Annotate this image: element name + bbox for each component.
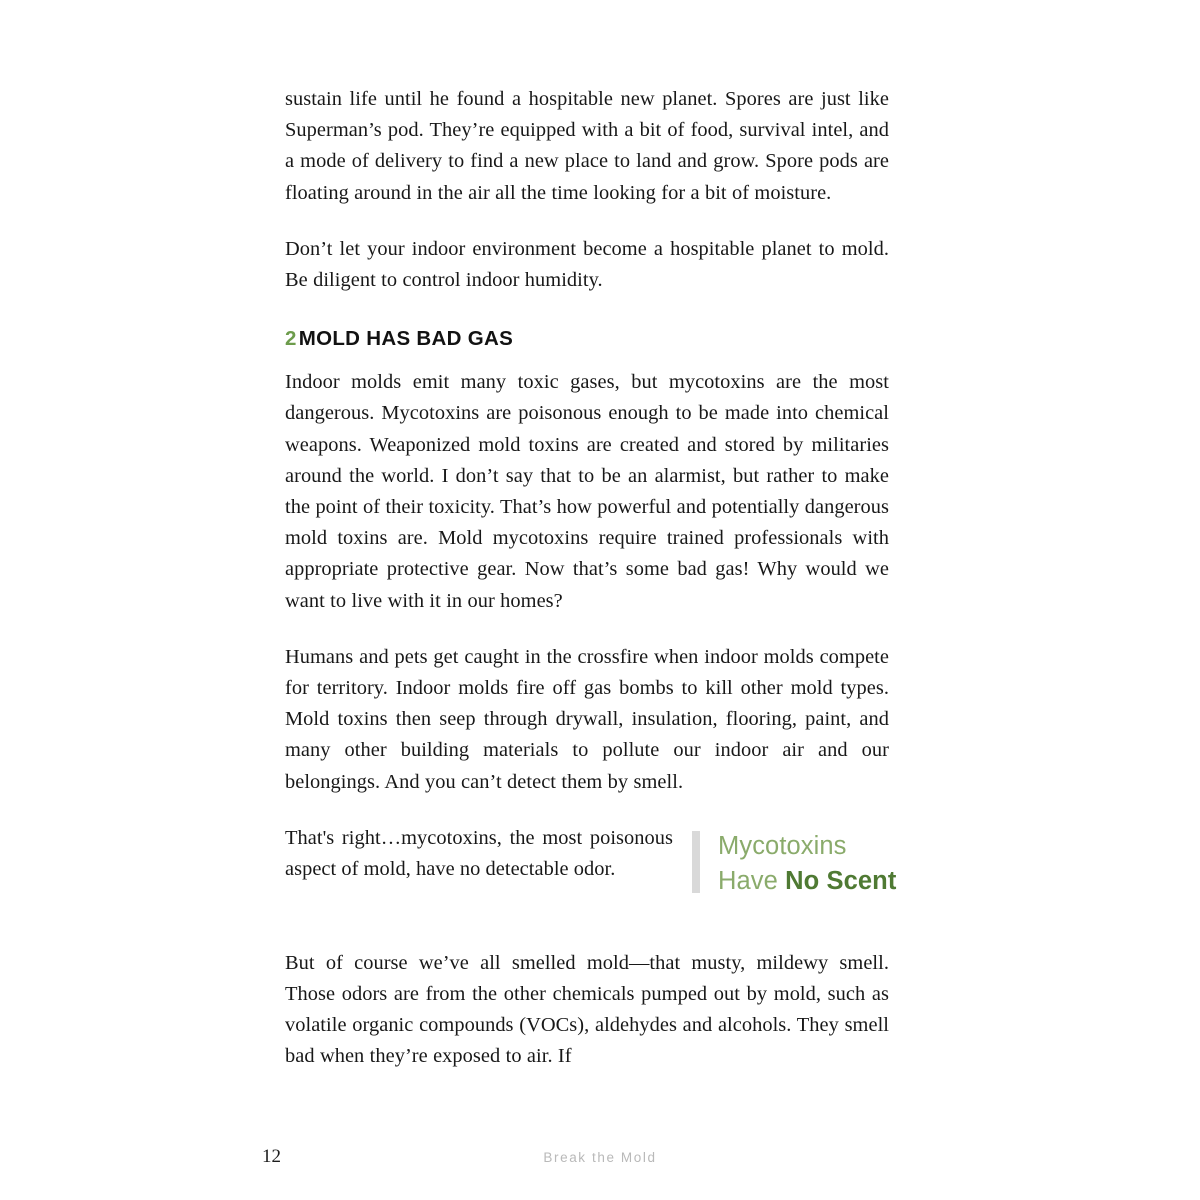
text-column xyxy=(285,84,897,1073)
paragraph-spores: sustain life until he found a hospitable new planet. Spores are just like Superman’s pod. They’re equipped with a bit of food, survival intel, and a mode of delivery to find a new place to land and grow. Spore pods are floating around in the air all the time looking for a bit of moisture. xyxy=(285,88,889,204)
section-heading-title: MOLD HAS BAD GAS xyxy=(298,327,514,351)
pullquote-text xyxy=(718,829,896,899)
paragraph-indoor-humidity: Don’t let your indoor environment become a hospitable planet to mold. Be diligent to control indoor humidity. xyxy=(285,237,889,292)
paragraph-crossfire: Humans and pets get caught in the crossfire when indoor molds compete for territory. Indoor molds fire off gas bombs to kill other mold types. Mold toxins then seep through drywall, insulation, flooring, paint, and many other building materials to pollute our indoor air and our belongings. And you can’t detect them by smell. xyxy=(285,645,889,793)
paragraph-no-detectable-odor: That's right…mycotoxins, the most poisonous aspect of mold, have no detectable odor. xyxy=(285,826,673,881)
page-footer xyxy=(0,1146,1200,1176)
section-heading xyxy=(285,326,889,352)
section-heading-number: 2 xyxy=(285,327,297,351)
running-head: Break the Mold xyxy=(543,1150,657,1165)
paragraph-mycotoxins-danger: Indoor molds emit many toxic gases, but mycotoxins are the most dangerous. Mycotoxins are poisonous enough to be made into chemical weapons. Weaponized mold toxins are created and stored by militaries around the world. I don’t say that to be an alarmist, but rather to make the point of their toxicity. That’s how powerful and potentially dangerous mold toxins are. Mold mycotoxins require trained professionals with appropriate protective gear. Now that’s some bad gas! Why would we want to live with it in our homes? xyxy=(285,371,889,612)
pullquote-callout xyxy=(692,829,897,899)
pullquote-line-1: Mycotoxins xyxy=(718,831,847,860)
pullquote-row xyxy=(285,823,897,923)
page-number: 12 xyxy=(262,1146,281,1167)
pullquote-line-2-prefix: Have xyxy=(718,866,786,895)
pullquote-line-2-emphasis: No Scent xyxy=(785,866,897,895)
pullquote-rule xyxy=(692,831,700,893)
paragraph-vocs: But of course we’ve all smelled mold—that musty, mildewy smell. Those odors are from the other chemicals pumped out by mold, such as volatile organic compounds (VOCs), aldehydes and alcohols. They smell bad when they’re exposed to air. If xyxy=(285,951,889,1068)
